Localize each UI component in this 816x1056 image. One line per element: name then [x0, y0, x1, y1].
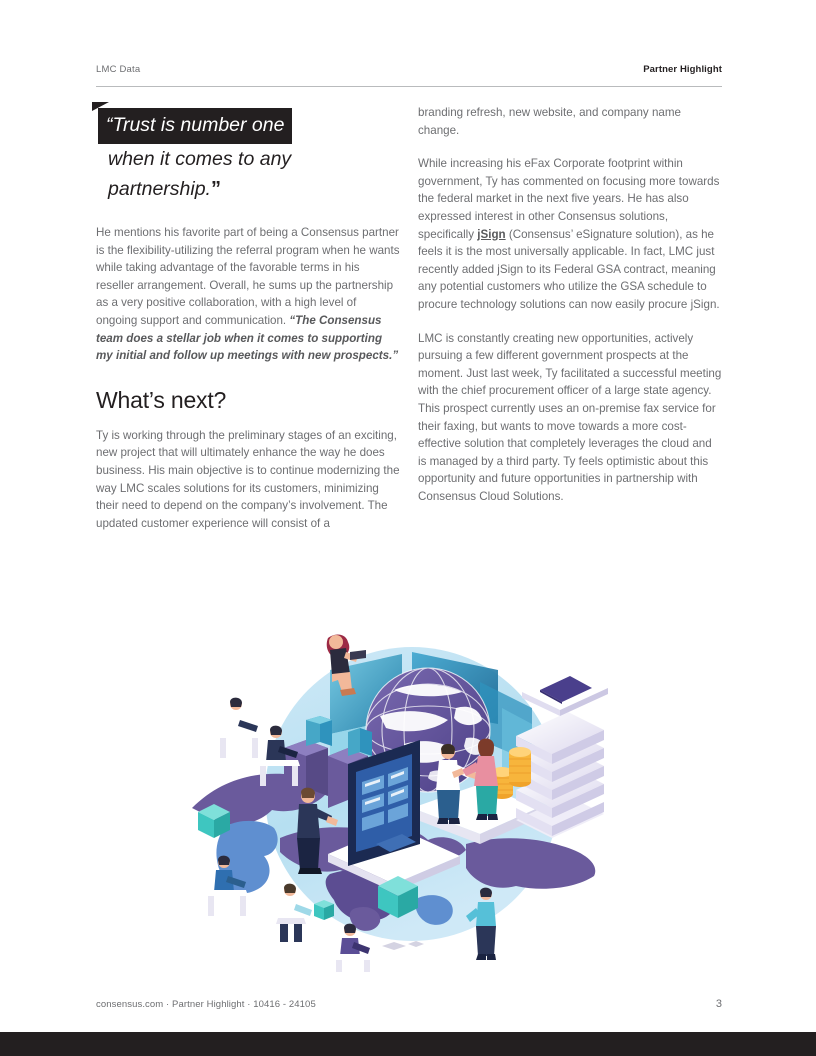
left-paragraph-1 — [96, 224, 400, 365]
right-paragraph-2-after-link: (Consensus’ eSignature solution), as he feels it is the most universally applicable. In fact, LMC just recently added jSign to its Federal GSA contract, meaning any potential customers who utilize the GSA schedule to procure technology solutions can now easily procure jSign. — [418, 227, 720, 311]
section-heading-whats-next: What’s next? — [96, 386, 227, 413]
ground-marks — [382, 941, 424, 950]
left-paragraph-1-emphasis: “The Consensus team does a stellar job when it comes to supporting my initial and follow up meetings with new prospects.” — [96, 313, 399, 363]
global-network-illustration — [180, 612, 650, 972]
pull-quote-highlight: “Trust is number one — [98, 108, 292, 144]
right-paragraph-2-before-link: While increasing his eFax Corporate footprint within government, Ty has commented on focusing more towards the federal market in the next five years. He has also expressed interest in other Consensus solutions, specifically — [418, 157, 720, 241]
left-paragraph-2: Ty is working through the preliminary stages of an exciting, new project that will ultimately enhance the way he does business. His main objective is to continue modernizing the way LMC scales solutions for its customers, minimizing their need to depend on the company’s involvement. The updated customer experience will consist of a — [96, 428, 400, 530]
right-paragraph-3: LMC is constantly creating new opportunities, actively pursuing a few different government prospects at the moment. Just last week, Ty facilitated a successful meeting with the chief procurement officer of a large state agency. This prospect currently uses an on-premise fax service for their faxing, but wants to move towards a more cost-effective solution that completely leverages the cloud and is managed by a third party. Ty feels optimistic about this opportunity and future opportunities in partnership with Consensus Cloud Solutions. — [418, 331, 722, 503]
pull-quote-line-3-text: partnership. — [108, 178, 211, 200]
pull-quote-closing-mark: ” — [210, 178, 220, 200]
bottom-black-bar — [0, 1032, 816, 1056]
page-header — [96, 64, 722, 87]
pull-quote-line-1 — [96, 108, 400, 144]
left-column — [96, 104, 400, 532]
left-paragraph-1-plain: He mentions his favorite part of being a Consensus partner is the flexibility-utilizing the referral program when he wants while taking advantage of the favorable terms in his reseller arrangement. Overall, he sums up the partnership as a very positive collaboration, with a high level of ongoing support and communication. — [96, 226, 400, 327]
person-desk-upper-left — [218, 698, 260, 758]
pull-quote-line-2: when it comes to any — [108, 148, 292, 170]
footer-left-label: consensus.com · Partner Highlight · 10416 - 24105 — [96, 999, 316, 1010]
page-footer — [96, 998, 722, 1010]
right-paragraph-1: branding refresh, new website, and company name change. — [418, 106, 681, 137]
pull-quote-line-3 — [96, 174, 400, 204]
header-left-label: LMC Data — [96, 64, 141, 75]
pull-quote — [96, 104, 400, 204]
right-paragraph-2 — [418, 155, 722, 313]
right-column — [418, 104, 722, 505]
jsign-link[interactable]: jSign — [477, 227, 506, 241]
illustration-svg — [180, 612, 650, 972]
header-right-label: Partner Highlight — [643, 64, 722, 75]
page-number: 3 — [715, 998, 722, 1010]
